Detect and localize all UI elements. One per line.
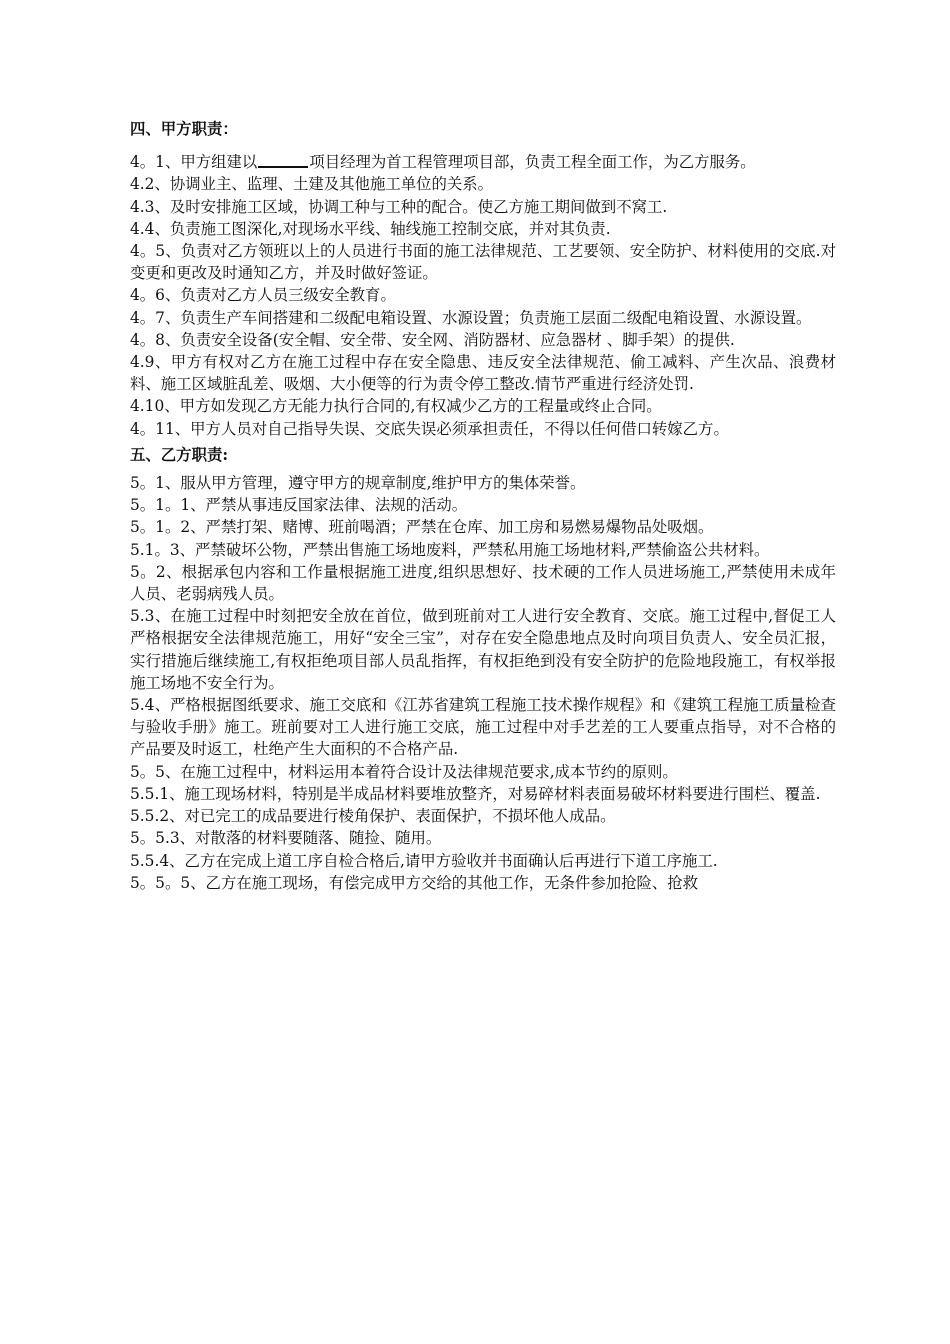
clause-5-5: 5。5、在施工过程中，材料运用本着符合设计及法律规范要求,成本节约的原则。 bbox=[130, 762, 678, 781]
clause-4-7: 4。7、负责生产车间搭建和二级配电箱设置、水源设置；负责施工层面二级配电箱设置、水源设置。 bbox=[130, 308, 812, 327]
clause-5-1-1: 5。1。1、严禁从事违反国家法律、法规的活动。 bbox=[130, 496, 468, 515]
clause-4-8: 4。8、负责安全设备(安全帽、安全带、安全网、消防器材、应急器材 、脚手架）的提供. bbox=[130, 330, 735, 349]
section-5-heading: 五、乙方职责: bbox=[130, 445, 229, 464]
clause-5-4: 5.4、严格根据图纸要求、施工交底和《江苏省建筑工程施工技术操作规程》和《建筑工程施工质量检查与验收手册》施工。班前要对工人进行施工交底，施工过程中对手艺差的工人要重点指导，对不合格的产品要及时返工，杜绝产生大面积的不合格产品. bbox=[130, 696, 836, 759]
clause-5-5-5: 5。5。5、乙方在施工现场，有偿完成甲方交给的其他工作，无条件参加抢险、抢救 bbox=[130, 873, 699, 892]
document-page bbox=[130, 118, 836, 894]
clause-4-1 bbox=[130, 150, 836, 173]
clause-4-4: 4.4、负责施工图深化,对现场水平线、轴线施工控制交底，并对其负责. bbox=[130, 219, 611, 238]
clause-5-3: 5.3、在施工过程中时刻把安全放在首位，做到班前对工人进行安全教育、交底。施工过程中,督促工人严格根据安全法律规范施工，用好“安全三宝”，对存在安全隐患地点及时向项目负责人、安全员汇报，实行措施后继续施工,有权拒绝项目部人员乱指挥，有权拒绝到没有安全防护的危险地段施工，有权举报施工场地不安全行为。 bbox=[130, 607, 836, 692]
fill-in-blank bbox=[258, 150, 308, 168]
clause-4-2: 4.2、协调业主、监理、土建及其他施工单位的关系。 bbox=[130, 175, 494, 194]
clause-5-1-2: 5。1。2、严禁打架、赌博、班前喝酒；严禁在仓库、加工房和易燃易爆物品处吸烟。 bbox=[130, 518, 714, 537]
clause-4-11: 4。11、甲方人员对自己指导失误、交底失误必须承担责任，不得以任何借口转嫁乙方。 bbox=[130, 419, 729, 438]
clause-4-6: 4。6、负责对乙方人员三级安全教育。 bbox=[130, 286, 396, 305]
clause-5-5-3: 5。5.3、对散落的材料要随落、随捡、随用。 bbox=[130, 829, 442, 848]
clause-4-9: 4.9、甲方有权对乙方在施工过程中存在安全隐患、违反安全法律规范、偷工减料、产生次品、浪费材料、施工区域脏乱差、吸烟、大小便等的行为责令停工整改.情节严重进行经济处罚. bbox=[130, 353, 836, 394]
clause-5-5-4: 5.5.4、乙方在完成上道工序自检合格后,请甲方验收并书面确认后再进行下道工序施工. bbox=[130, 851, 718, 870]
clause-5-2: 5。2、根据承包内容和工作量根据施工进度,组织思想好、技术硬的工作人员进场施工,严禁使用未成年人员、老弱病残人员。 bbox=[130, 562, 836, 604]
clause-4-10: 4.10、甲方如发现乙方无能力执行合同的,有权减少乙方的工程量或终止合同。 bbox=[130, 397, 662, 416]
clause-5-5-1: 5.5.1、施工现场材料，特别是半成品材料要堆放整齐，对易碎材料表面易破坏材料要进行围栏、覆盖. bbox=[130, 784, 821, 803]
clause-4-3: 4.3、及时安排施工区域，协调工种与工种的配合。使乙方施工期间做到不窝工. bbox=[130, 197, 668, 216]
clause-4-1-text-end: 项目经理为首工程管理项目部，负责工程全面工作，为乙方服务。 bbox=[309, 153, 756, 172]
clause-5-1-3: 5.1。3、严禁破坏公物，严禁出售施工场地废料，严禁私用施工场地材料,严禁偷盗公共材料。 bbox=[130, 540, 770, 559]
clause-4-5: 4。5、负责对乙方领班以上的人员进行书面的施工法律规范、工艺要领、安全防护、材料使用的交底.对变更和更改及时通知乙方，并及时做好签证。 bbox=[130, 242, 836, 283]
clause-5-1: 5。1、服从甲方管理，遵守甲方的规章制度,维护甲方的集体荣誉。 bbox=[130, 474, 586, 493]
section-4-heading: 四、甲方职责： bbox=[130, 120, 238, 138]
clause-5-5-2: 5.5.2、对已完工的成品要进行棱角保护、表面保护，不损坏他人成品。 bbox=[130, 807, 616, 826]
clause-4-1-text-start: 4。1、甲方组建以 bbox=[130, 153, 258, 172]
